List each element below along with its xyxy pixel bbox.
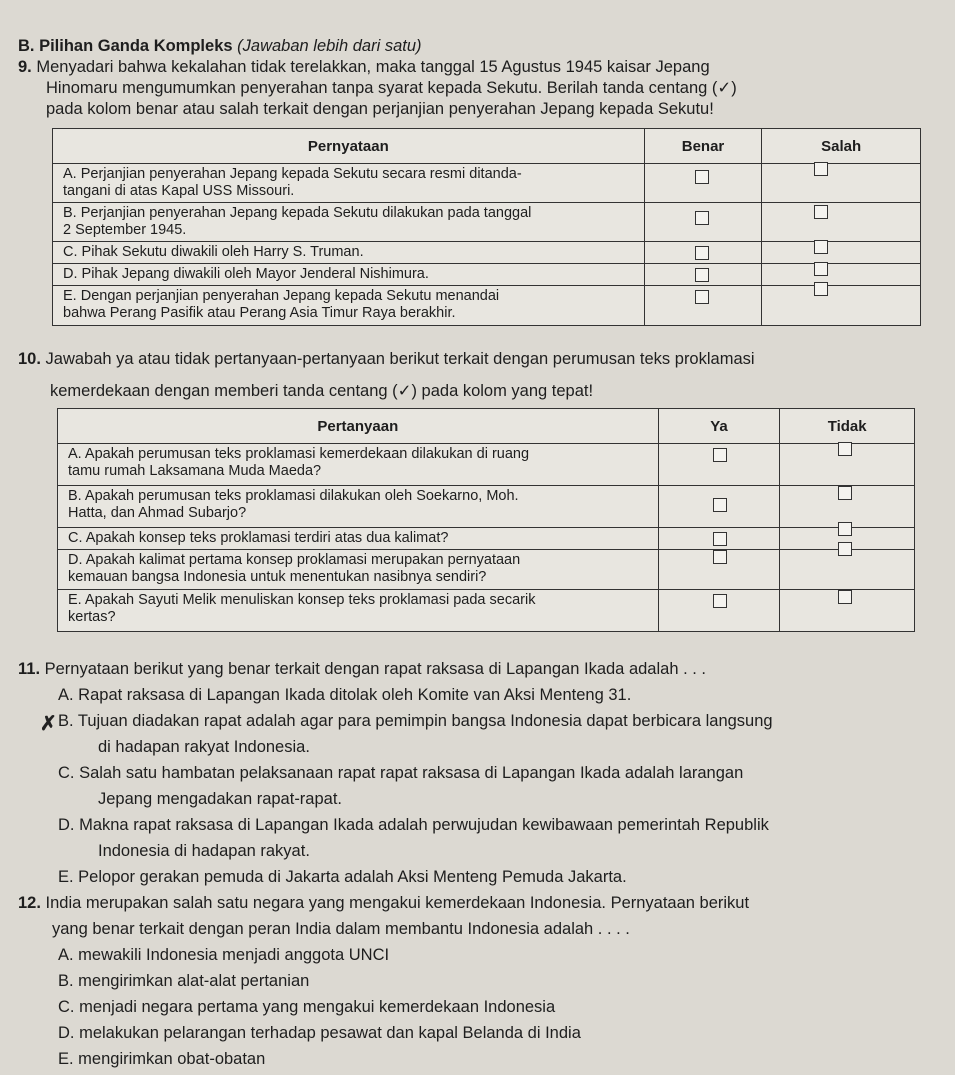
q9-header-true: Benar <box>644 129 762 164</box>
q11-option-d[interactable]: D. Makna rapat raksasa di Lapangan Ikada adalah perwujudan kewibawaan pemerintah Republik <box>58 816 769 834</box>
q12-option-d[interactable]: D. melakukan pelarangan terhadap pesawat dan kapal Belanda di India <box>58 1024 581 1042</box>
row-line: kemauan bangsa Indonesia untuk menentukan nasibnya sendiri? <box>68 569 487 585</box>
q10-row-a-no-cell <box>780 444 915 486</box>
q10-row-a-text <box>58 444 659 486</box>
q10-row-d-no-cell <box>780 550 915 590</box>
q10-header-yes: Ya <box>658 409 780 444</box>
q10-row-e-yes-cell <box>658 590 780 632</box>
q10-row-a-yes-checkbox[interactable] <box>713 448 727 462</box>
q10-table <box>57 408 915 632</box>
q10-row-e-yes-checkbox[interactable] <box>713 594 727 608</box>
q9-row <box>53 242 921 264</box>
q9-text: Menyadari bahwa kekalahan tidak terelakkan, maka tanggal 15 Agustus 1945 kaisar Jepang <box>36 58 710 76</box>
q9-row-a-false-cell <box>762 164 921 203</box>
q9-table-header <box>53 129 921 164</box>
q11-option-c[interactable]: C. Salah satu hambatan pelaksanaan rapat rapat raksasa di Lapangan Ikada adalah larangan <box>58 764 744 782</box>
q9-row-c-text <box>53 242 645 264</box>
q12-option-b[interactable]: B. mengirimkan alat-alat pertanian <box>58 972 310 990</box>
q9-row <box>53 203 921 242</box>
q9-row-e-true-checkbox[interactable] <box>695 290 709 304</box>
q11-option-b[interactable]: B. Tujuan diadakan rapat adalah agar para pemimpin bangsa Indonesia dapat berbicara langsung <box>58 712 773 730</box>
row-line: kertas? <box>68 609 116 625</box>
q10-row-b-no-checkbox[interactable] <box>838 486 852 500</box>
q11-option-e[interactable]: E. Pelopor gerakan pemuda di Jakarta adalah Aksi Menteng Pemuda Jakarta. <box>58 868 627 886</box>
q11-number: 11. <box>18 660 41 678</box>
q9-row-c-false-checkbox[interactable] <box>814 240 828 254</box>
q9-row-d-false-cell <box>762 264 921 286</box>
row-line: E. Dengan perjanjian penyerahan Jepang kepada Sekutu menandai <box>63 288 500 304</box>
row-line: tangani di atas Kapal USS Missouri. <box>63 183 295 199</box>
q9-number: 9. <box>18 58 32 76</box>
q10-row <box>58 550 915 590</box>
q10-row-e-no-checkbox[interactable] <box>838 590 852 604</box>
q12-stem: India merupakan salah satu negara yang mengakui kemerdekaan Indonesia. Pernyataan berikut <box>45 894 750 912</box>
row-line: tamu rumah Laksamana Muda Maeda? <box>68 463 322 479</box>
q9-row-e-text <box>53 286 645 326</box>
q9-row-c-true-cell <box>644 242 762 264</box>
row-line: D. Pihak Jepang diwakili oleh Mayor Jenderal Nishimura. <box>63 266 429 282</box>
row-line: B. Perjanjian penyerahan Jepang kepada Sekutu dilakukan pada tanggal <box>63 205 532 221</box>
q9-row-a-true-cell <box>644 164 762 203</box>
q10-line-2: kemerdekaan dengan memberi tanda centang (✓) pada kolom yang tepat! <box>50 382 594 400</box>
q10-row-d-yes-checkbox[interactable] <box>713 550 727 564</box>
row-line: A. Perjanjian penyerahan Jepang kepada Sekutu secara resmi ditanda- <box>63 166 522 182</box>
row-line: Hatta, dan Ahmad Subarjo? <box>68 505 247 521</box>
q10-row-d-text <box>58 550 659 590</box>
q10-row-c-text <box>58 528 659 550</box>
q10-row-c-no-checkbox[interactable] <box>838 522 852 536</box>
row-line: B. Apakah perumusan teks proklamasi dilakukan oleh Soekarno, Moh. <box>68 488 519 504</box>
q10-row-d-no-checkbox[interactable] <box>838 542 852 556</box>
q9-row-b-true-checkbox[interactable] <box>695 211 709 225</box>
q9-line-2: Hinomaru mengumumkan penyerahan tanpa syarat kepada Sekutu. Berilah tanda centang (✓) <box>46 79 737 97</box>
q12-option-a[interactable]: A. mewakili Indonesia menjadi anggota UNCI <box>58 946 390 964</box>
section-title <box>18 36 422 56</box>
q9-table <box>52 128 921 326</box>
q9-row-b-false-cell <box>762 203 921 242</box>
q9-row-d-text <box>53 264 645 286</box>
q9-row-b-false-checkbox[interactable] <box>814 205 828 219</box>
row-line: C. Apakah konsep teks proklamasi terdiri atas dua kalimat? <box>68 530 449 546</box>
q12-option-c[interactable]: C. menjadi negara pertama yang mengakui kemerdekaan Indonesia <box>58 998 556 1016</box>
q10-row-e-no-cell <box>780 590 915 632</box>
q9-row-c-false-cell <box>762 242 921 264</box>
q9-line-1 <box>18 57 710 77</box>
q10-row-b-yes-cell <box>658 486 780 528</box>
q9-row-c-true-checkbox[interactable] <box>695 246 709 260</box>
q10-row-a-no-checkbox[interactable] <box>838 442 852 456</box>
q9-row-a-text <box>53 164 645 203</box>
section-title-text: B. Pilihan Ganda Kompleks <box>18 37 233 55</box>
q11-stem-line <box>18 659 706 679</box>
crossed-answer-mark: ✗ <box>40 713 57 735</box>
q9-row-e-false-checkbox[interactable] <box>814 282 828 296</box>
q10-header-question: Pertanyaan <box>58 409 659 444</box>
q9-header-statement: Pernyataan <box>53 129 645 164</box>
q11-option-d-cont: Indonesia di hadapan rakyat. <box>98 842 310 860</box>
q10-row-c-yes-cell <box>658 528 780 550</box>
q10-row <box>58 528 915 550</box>
q9-row-d-false-checkbox[interactable] <box>814 262 828 276</box>
q9-header-false: Salah <box>762 129 921 164</box>
q10-table-header <box>58 409 915 444</box>
q10-row-d-yes-cell <box>658 550 780 590</box>
q9-row <box>53 286 921 326</box>
q9-row-a-false-checkbox[interactable] <box>814 162 828 176</box>
q12-stem-line-1 <box>18 893 749 913</box>
q9-row-d-true-checkbox[interactable] <box>695 268 709 282</box>
q12-stem-line-2: yang benar terkait dengan peran India dalam membantu Indonesia adalah . . . . <box>52 920 630 938</box>
q10-row-b-yes-checkbox[interactable] <box>713 498 727 512</box>
q12-number: 12. <box>18 894 41 912</box>
q9-row-b-text <box>53 203 645 242</box>
section-subtitle: (Jawaban lebih dari satu) <box>237 37 422 55</box>
q11-option-a[interactable]: A. Rapat raksasa di Lapangan Ikada ditolak oleh Komite van Aksi Menteng 31. <box>58 686 632 704</box>
row-line: A. Apakah perumusan teks proklamasi kemerdekaan dilakukan di ruang <box>68 446 530 462</box>
q10-row-a-yes-cell <box>658 444 780 486</box>
q9-row <box>53 264 921 286</box>
q10-number: 10. <box>18 350 41 368</box>
q10-row-b-text <box>58 486 659 528</box>
q10-header-no: Tidak <box>780 409 915 444</box>
row-line: bahwa Perang Pasifik atau Perang Asia Timur Raya berakhir. <box>63 305 456 321</box>
q9-row-e-true-cell <box>644 286 762 326</box>
q10-row-c-yes-checkbox[interactable] <box>713 532 727 546</box>
q9-row-d-true-cell <box>644 264 762 286</box>
q10-text: Jawabah ya atau tidak pertanyaan-pertanyaan berikut terkait dengan perumusan teks proklamasi <box>45 350 755 368</box>
row-line: D. Apakah kalimat pertama konsep proklamasi merupakan pernyataan <box>68 552 521 568</box>
q12-option-e[interactable]: E. mengirimkan obat-obatan <box>58 1050 266 1068</box>
row-line: 2 September 1945. <box>63 222 187 238</box>
row-line: E. Apakah Sayuti Melik menuliskan konsep teks proklamasi pada secarik <box>68 592 536 608</box>
q11-option-c-cont: Jepang mengadakan rapat-rapat. <box>98 790 343 808</box>
q10-row-e-text <box>58 590 659 632</box>
q10-line-1 <box>18 349 755 369</box>
q11-option-b-cont: di hadapan rakyat Indonesia. <box>98 738 310 756</box>
q9-line-3: pada kolom benar atau salah terkait dengan perjanjian penyerahan Jepang kepada Sekutu! <box>46 100 714 118</box>
row-line: C. Pihak Sekutu diwakili oleh Harry S. Truman. <box>63 244 364 260</box>
q9-row-b-true-cell <box>644 203 762 242</box>
q11-stem: Pernyataan berikut yang benar terkait dengan rapat raksasa di Lapangan Ikada adalah . . . <box>44 660 706 678</box>
q10-row <box>58 590 915 632</box>
q9-row-e-false-cell <box>762 286 921 326</box>
q10-row <box>58 486 915 528</box>
q9-row <box>53 164 921 203</box>
q10-row <box>58 444 915 486</box>
q9-row-a-true-checkbox[interactable] <box>695 170 709 184</box>
